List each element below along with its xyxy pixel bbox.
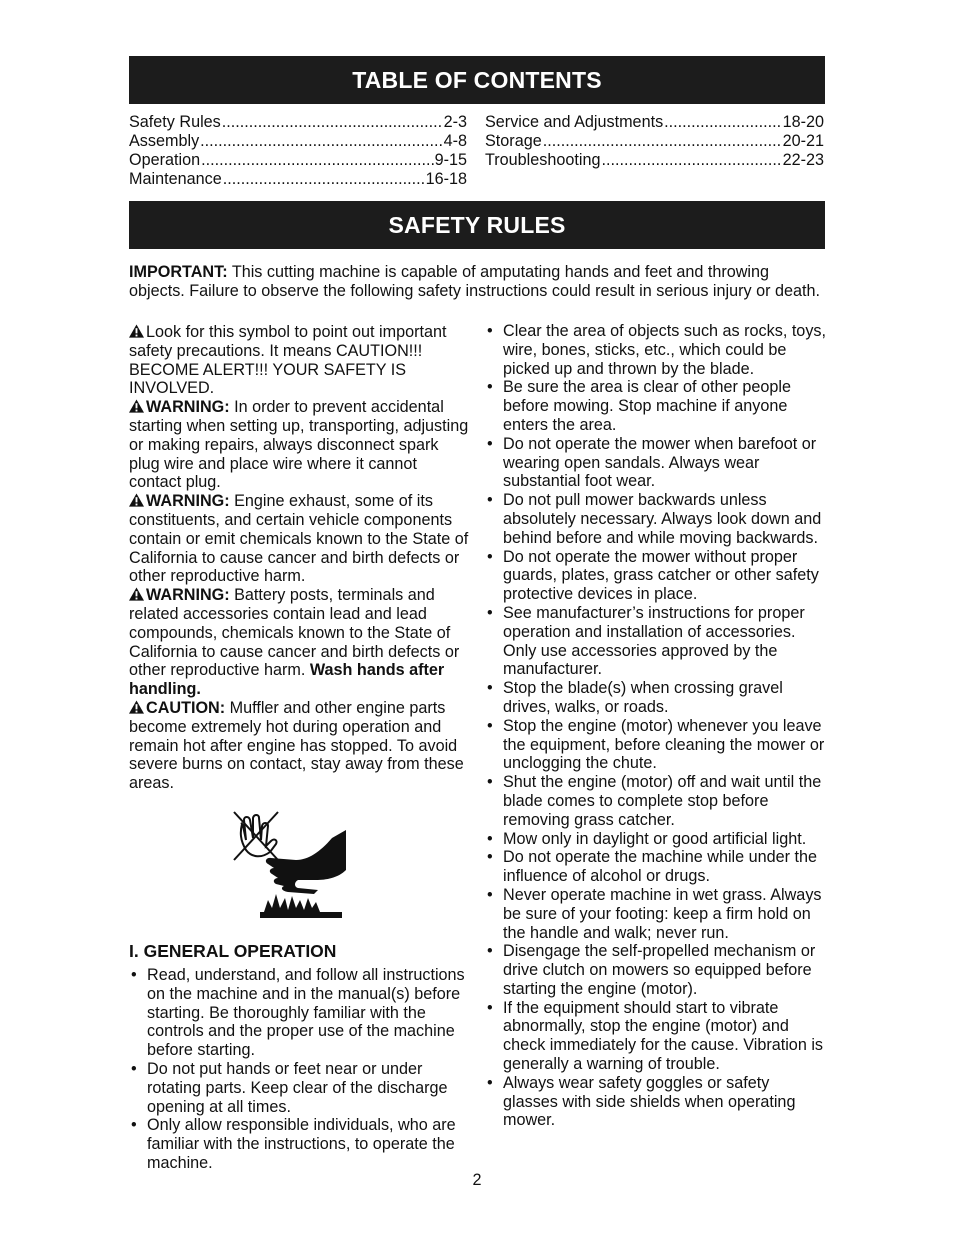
warning-text: In order to prevent accidental starting when setting up, transporting, adjusting or making repairs, always disconnect spark plug wire and place wire where it cannot contact plug. — [129, 398, 469, 492]
warning-label: WARNING: — [146, 492, 230, 511]
toc-entry — [485, 132, 824, 151]
toc-entry-pages: 18-20 — [782, 113, 824, 131]
toc-leader-dots — [543, 132, 782, 151]
safety-rule-item: • Never operate machine in wet grass. Always be sure of your footing: keep a firm hold on the handle and walk; never run. — [485, 886, 827, 942]
general-operation-heading: I. GENERAL OPERATION — [129, 941, 337, 961]
toc-entry-pages: 9-15 — [434, 151, 467, 169]
toc-entry-pages: 22-23 — [782, 151, 824, 169]
safety-rule-item: • Do not operate the mower without proper guards, plates, grass catcher or other safety protective devices in place. — [485, 548, 827, 604]
safety-rule-item: • Stop the engine (motor) whenever you leave the equipment, before cleaning the mower or unclogging the chute. — [485, 717, 827, 773]
caution-label: CAUTION: — [146, 698, 226, 717]
page-number: 2 — [472, 1171, 482, 1189]
safety-rule-item: • Disengage the self-propelled mechanism or drive clutch on mowers so equipped before starting the engine (motor). — [485, 942, 827, 998]
toc-entry — [129, 151, 467, 170]
symbol-text: Look for this symbol to point out important safety precautions. It means CAUTION!!! BECOME ALERT!!! YOUR SAFETY IS INVOLVED. — [129, 323, 447, 398]
warning-text: Engine exhaust, some of its constituents, and certain vehicle components contain or emit chemicals known to the State of California to cause cancer and birth defects or other reproductive harm. — [129, 492, 469, 586]
warning-exhaust — [129, 492, 471, 586]
toc-entry-pages: 2-3 — [443, 113, 467, 131]
toc-entry-pages: 16-18 — [425, 170, 467, 188]
symbol-explanation — [129, 323, 471, 398]
general-operation-list-left — [129, 966, 471, 1173]
toc-entry-label: Safety Rules — [129, 113, 221, 131]
safety-rule-item: • Read, understand, and follow all instructions on the machine and in the manual(s) before starting. Be thoroughly familiar with the controls and the proper use of the machine before starting. — [129, 966, 471, 1060]
safety-rule-item: • Do not operate the machine while under the influence of alcohol or drugs. — [485, 848, 827, 886]
warning-triangle-icon — [129, 700, 144, 714]
toc-leader-dots — [602, 151, 782, 170]
warning-triangle-icon — [129, 587, 144, 601]
toc-entry-pages: 4-8 — [443, 132, 467, 150]
safety-rule-item: • Clear the area of objects such as rocks, toys, wire, bones, sticks, etc., which could be picked up and thrown by the blade. — [485, 322, 827, 378]
safety-rule-item: • If the equipment should start to vibrate abnormally, stop the engine (motor) and check immediately for the cause. Vibration is generally a warning of trouble. — [485, 999, 827, 1074]
important-label: IMPORTANT: — [129, 263, 228, 281]
toc-left-column — [129, 113, 467, 189]
safety-rule-item: • Shut the engine (motor) off and wait until the blade comes to complete stop before removing grass catcher. — [485, 773, 827, 829]
warning-battery — [129, 586, 471, 699]
toc-entry-label: Maintenance — [129, 170, 222, 188]
warning-text: Battery posts, terminals and related accessories contain lead and lead compounds, chemicals known to the State of California to cause cancer and birth defects or other reproductive harm. — [129, 586, 460, 680]
toc-title: TABLE OF CONTENTS — [129, 56, 825, 104]
toc-entry-pages: 20-21 — [782, 132, 824, 150]
safety-rule-item: • Stop the blade(s) when crossing gravel drives, walks, or roads. — [485, 679, 827, 717]
toc-leader-dots — [223, 170, 425, 189]
safety-rule-item: • Always wear safety goggles or safety glasses with side shields when operating mower. — [485, 1074, 827, 1130]
toc-entry — [485, 151, 824, 170]
toc-leader-dots — [200, 132, 442, 151]
warning-label: WARNING: — [146, 586, 230, 605]
warning-label: WARNING: — [146, 398, 230, 417]
important-notice — [129, 263, 825, 301]
general-operation-list-right — [485, 322, 827, 1130]
toc-entry-label: Troubleshooting — [485, 151, 601, 169]
safety-rule-item: • See manufacturer’s instructions for proper operation and installation of accessories. Only use accessories approved by the manufacturer. — [485, 604, 827, 679]
toc-entry-label: Storage — [485, 132, 542, 150]
safety-rule-item: • Be sure the area is clear of other people before mowing. Stop machine if anyone enters the area. — [485, 378, 827, 434]
safety-rule-item: • Mow only in daylight or good artificial light. — [485, 830, 827, 849]
safety-rule-item: • Do not put hands or feet near or under rotating parts. Keep clear of the discharge opening at all times. — [129, 1060, 471, 1116]
safety-left-column — [129, 323, 471, 793]
toc-entry-label: Operation — [129, 151, 201, 169]
toc-entry — [129, 132, 467, 151]
toc-entry — [129, 113, 467, 132]
safety-rules-title: SAFETY RULES — [129, 201, 825, 249]
warning-triangle-icon — [129, 493, 144, 507]
safety-rule-item: • Do not operate the mower when barefoot or wearing open sandals. Always wear substantial foot wear. — [485, 435, 827, 491]
toc-entry-label: Assembly — [129, 132, 200, 150]
toc-entry — [485, 113, 824, 132]
warning-triangle-icon — [129, 399, 144, 413]
important-text: This cutting machine is capable of amputating hands and feet and throwing objects. Failure to observe the following safety instructions could result in serious injury or death. — [129, 263, 821, 300]
caution-text: Muffler and other engine parts become extremely hot during operation and remain hot after engine has stopped. To avoid severe burns on contact, stay away from these areas. — [129, 698, 464, 793]
toc-entry — [129, 170, 467, 189]
hot-surface-no-touch-icon — [228, 808, 348, 922]
wash-hands-note: Wash hands after handling. — [129, 661, 445, 699]
toc-leader-dots — [222, 113, 443, 132]
safety-rule-item: • Only allow responsible individuals, who are familiar with the instructions, to operate the machine. — [129, 1116, 471, 1172]
caution-muffler — [129, 699, 471, 793]
warning-spark-plug — [129, 398, 471, 492]
toc-leader-dots — [201, 151, 434, 170]
toc-leader-dots — [664, 113, 781, 132]
toc-entry-label: Service and Adjustments — [485, 113, 664, 131]
toc-right-column — [485, 113, 824, 170]
warning-triangle-icon — [129, 324, 144, 338]
safety-rule-item: • Do not pull mower backwards unless absolutely necessary. Always look down and behind before and while moving backwards. — [485, 491, 827, 547]
